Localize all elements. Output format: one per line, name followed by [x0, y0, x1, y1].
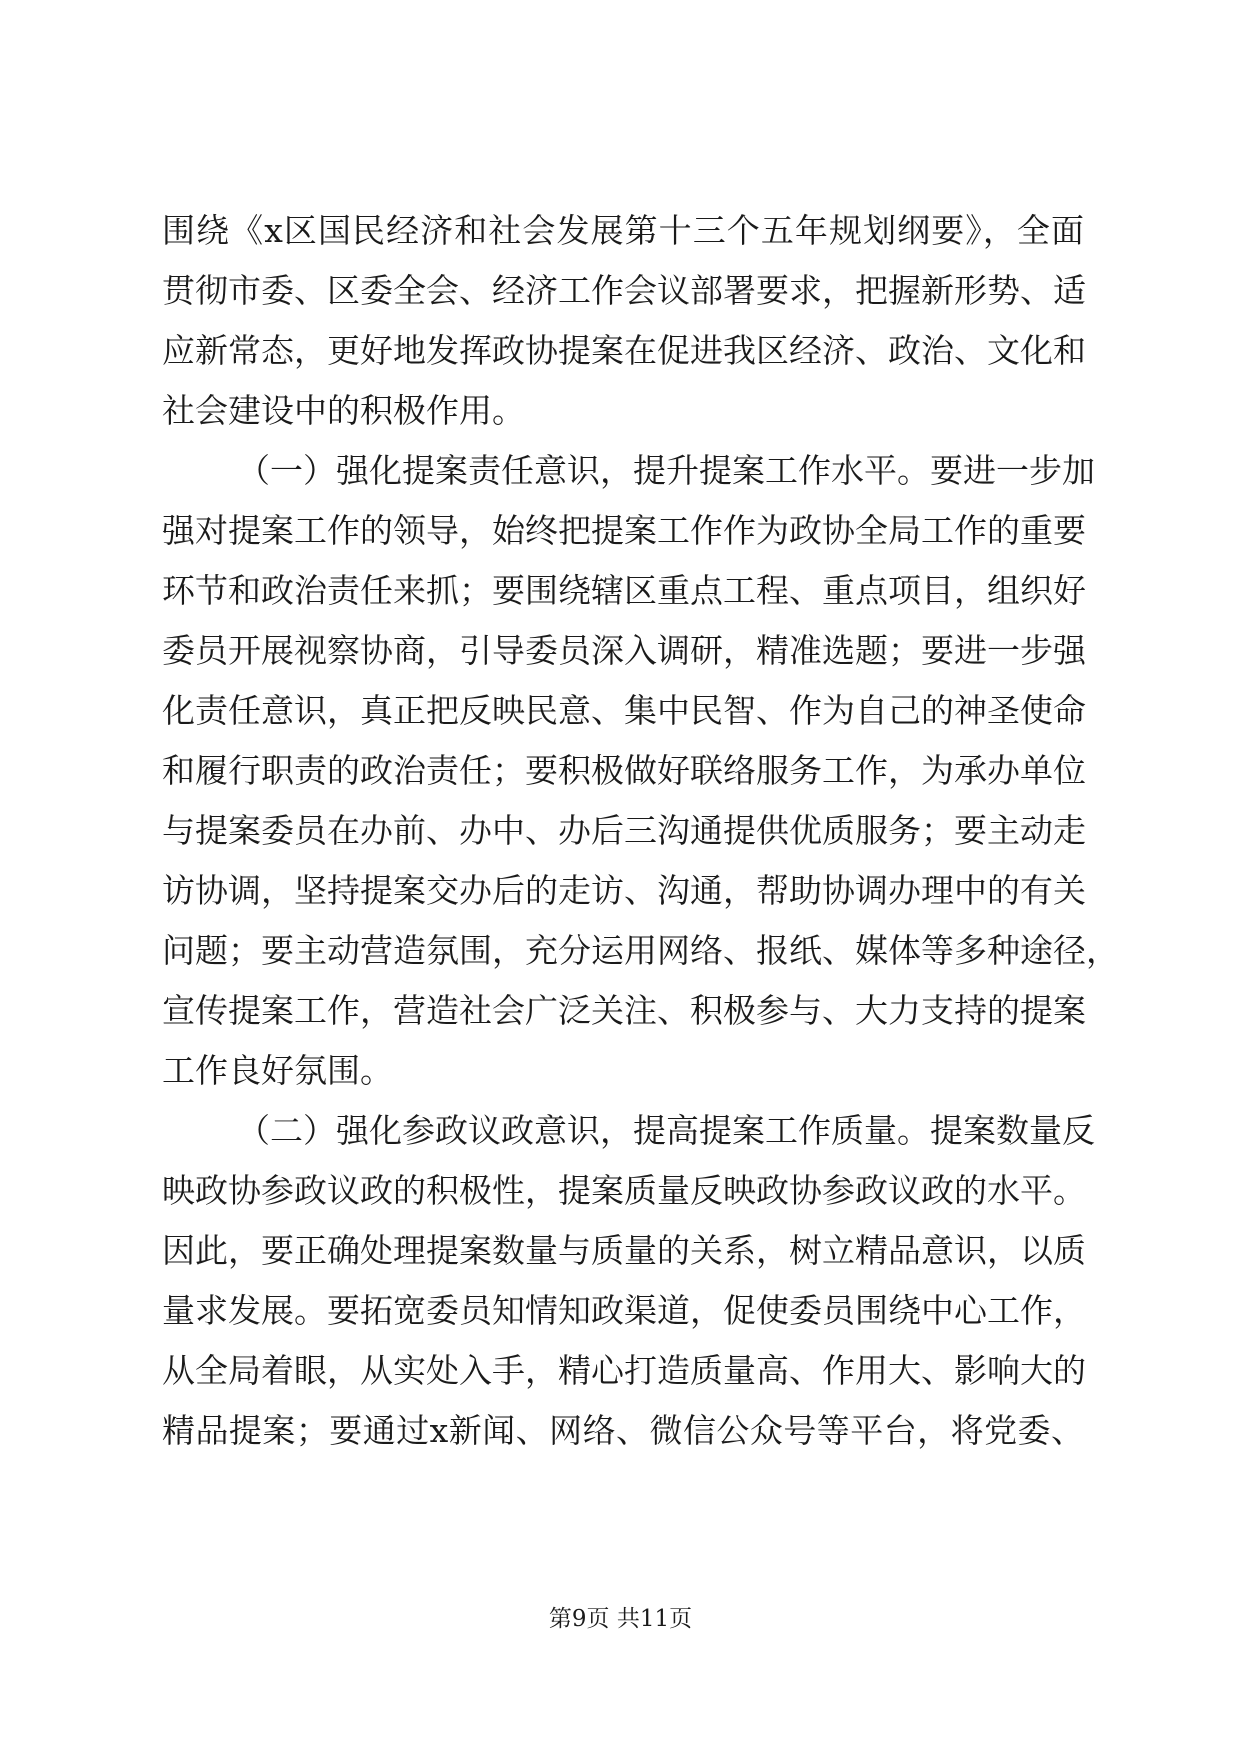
text-line: 与提案委员在办前、办中、办后三沟通提供优质服务；要主动走: [162, 811, 1086, 850]
text-line: 因此，要正确处理提案数量与质量的关系，树立精品意识，以质: [162, 1231, 1086, 1270]
text-line: 环节和政治责任来抓；要围绕辖区重点工程、重点项目，组织好: [162, 571, 1086, 610]
paragraph-heading-line: （二）强化参政议政意识，提高提案工作质量。提案数量反: [237, 1111, 1095, 1150]
text-line: 和履行职责的政治责任；要积极做好联络服务工作，为承办单位: [162, 751, 1086, 790]
text-line: 应新常态，更好地发挥政协提案在促进我区经济、政治、文化和: [162, 331, 1086, 370]
text-line: 围绕《x区国民经济和社会发展第十三个五年规划纲要》，全面: [162, 211, 1084, 250]
text-line: 宣传提案工作，营造社会广泛关注、积极参与、大力支持的提案: [162, 991, 1086, 1030]
text-line: 从全局着眼，从实处入手，精心打造质量高、作用大、影响大的: [162, 1351, 1086, 1390]
text-line: 贯彻市委、区委全会、经济工作会议部署要求，把握新形势、适: [162, 271, 1086, 310]
paragraph-heading-line: （一）强化提案责任意识，提升提案工作水平。要进一步加: [237, 451, 1095, 490]
text-line: 量求发展。要拓宽委员知情知政渠道，促使委员围绕中心工作，: [162, 1291, 1086, 1330]
text-line: 工作良好氛围。: [162, 1051, 393, 1090]
text-line: 委员开展视察协商，引导委员深入调研，精准选题；要进一步强: [162, 631, 1086, 670]
text-line: 问题；要主动营造氛围，充分运用网络、报纸、媒体等多种途径，: [162, 931, 1119, 970]
text-line: 社会建设中的积极作用。: [162, 391, 525, 430]
text-line: 强对提案工作的领导，始终把提案工作作为政协全局工作的重要: [162, 511, 1086, 550]
page-number-footer: 第9页 共11页: [548, 1606, 693, 1632]
text-line: 精品提案；要通过x新闻、网络、微信公众号等平台，将党委、: [162, 1411, 1084, 1450]
text-line: 访协调，坚持提案交办后的走访、沟通，帮助协调办理中的有关: [162, 871, 1086, 910]
text-line: 映政协参政议政的积极性，提案质量反映政协参政议政的水平。: [162, 1171, 1086, 1210]
text-line: 化责任意识，真正把反映民意、集中民智、作为自己的神圣使命: [162, 691, 1086, 730]
